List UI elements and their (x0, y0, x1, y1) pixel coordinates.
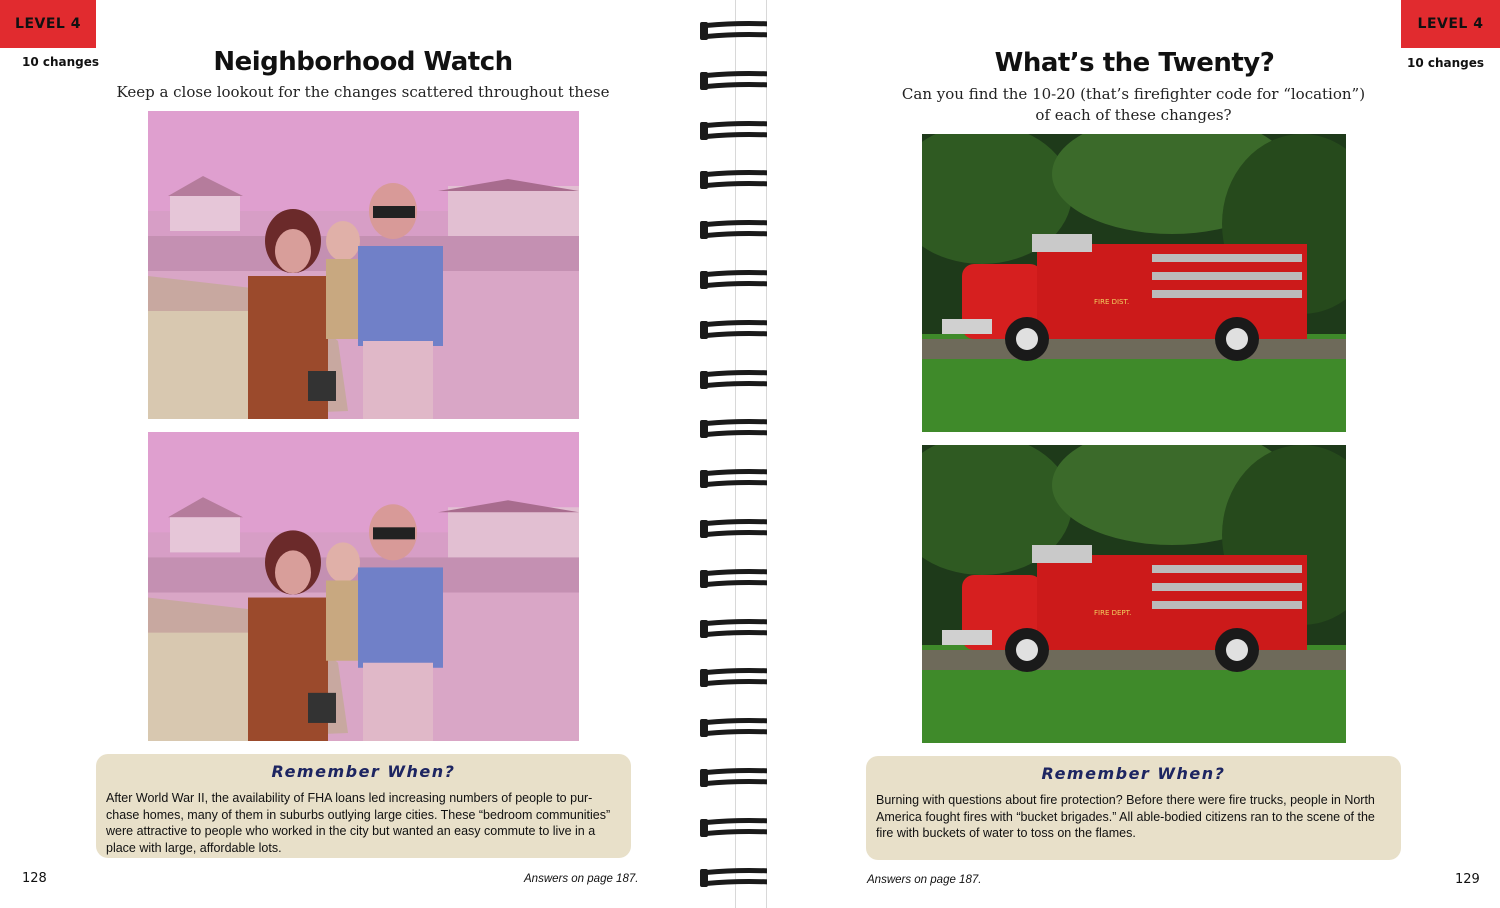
left-page (0, 0, 735, 908)
box-text: After World War II, the availability of FHA loans led increasing numbers of people to pur-chase homes, many of them in suburbs outlying large cities. These “bedroom communities” were attractive to people who worked in the city but wanted an easy commute to live in a place with large, affordable lots. (106, 791, 611, 855)
family-photo-bottom[interactable] (148, 432, 579, 741)
changes-count: 10 changes (22, 55, 100, 69)
page-title: Neighborhood Watch (213, 47, 513, 77)
family-photo (148, 432, 579, 741)
remember-when-box (96, 754, 631, 858)
page-number: 129 (1455, 872, 1480, 887)
page-subtitle-line1: Can you find the 10-20 (that’s firefighter code for “location”) (901, 85, 1366, 103)
fire-truck-photo-top[interactable] (922, 134, 1346, 432)
fire-truck-photo-bottom[interactable] (922, 445, 1346, 743)
answers-note: Answers on page 187. (524, 873, 639, 885)
answers-note: Answers on page 187. (867, 874, 982, 886)
family-photo (148, 111, 579, 419)
truck-label: FIRE DEPT. (1094, 609, 1132, 617)
fire-truck-photo (922, 134, 1346, 432)
remember-when-box (866, 756, 1401, 860)
page-subtitle-line2: of each of these changes? (1035, 106, 1232, 124)
page-number: 128 (22, 871, 47, 886)
level-tab: LEVEL 4 (0, 0, 96, 48)
family-photo-top[interactable] (148, 111, 579, 419)
page-subtitle: Keep a close lookout for the changes scattered throughout these (116, 83, 610, 101)
fire-truck-photo (922, 445, 1346, 743)
truck-label: FIRE DIST. (1094, 298, 1130, 306)
box-title: Remember When? (271, 762, 456, 781)
changes-count: 10 changes (1407, 56, 1485, 70)
box-title: Remember When? (1041, 764, 1226, 783)
box-text: Burning with questions about fire protection? Before there were fire trucks, people in North America fought fires with “bucket brigades.” All able-bodied citizens ran to the scene of the fire with buckets of water to toss on the flames. (876, 793, 1375, 840)
page-title: What’s the Twenty? (994, 48, 1275, 78)
level-tab: LEVEL 4 (1401, 0, 1500, 48)
right-page (767, 0, 1500, 908)
